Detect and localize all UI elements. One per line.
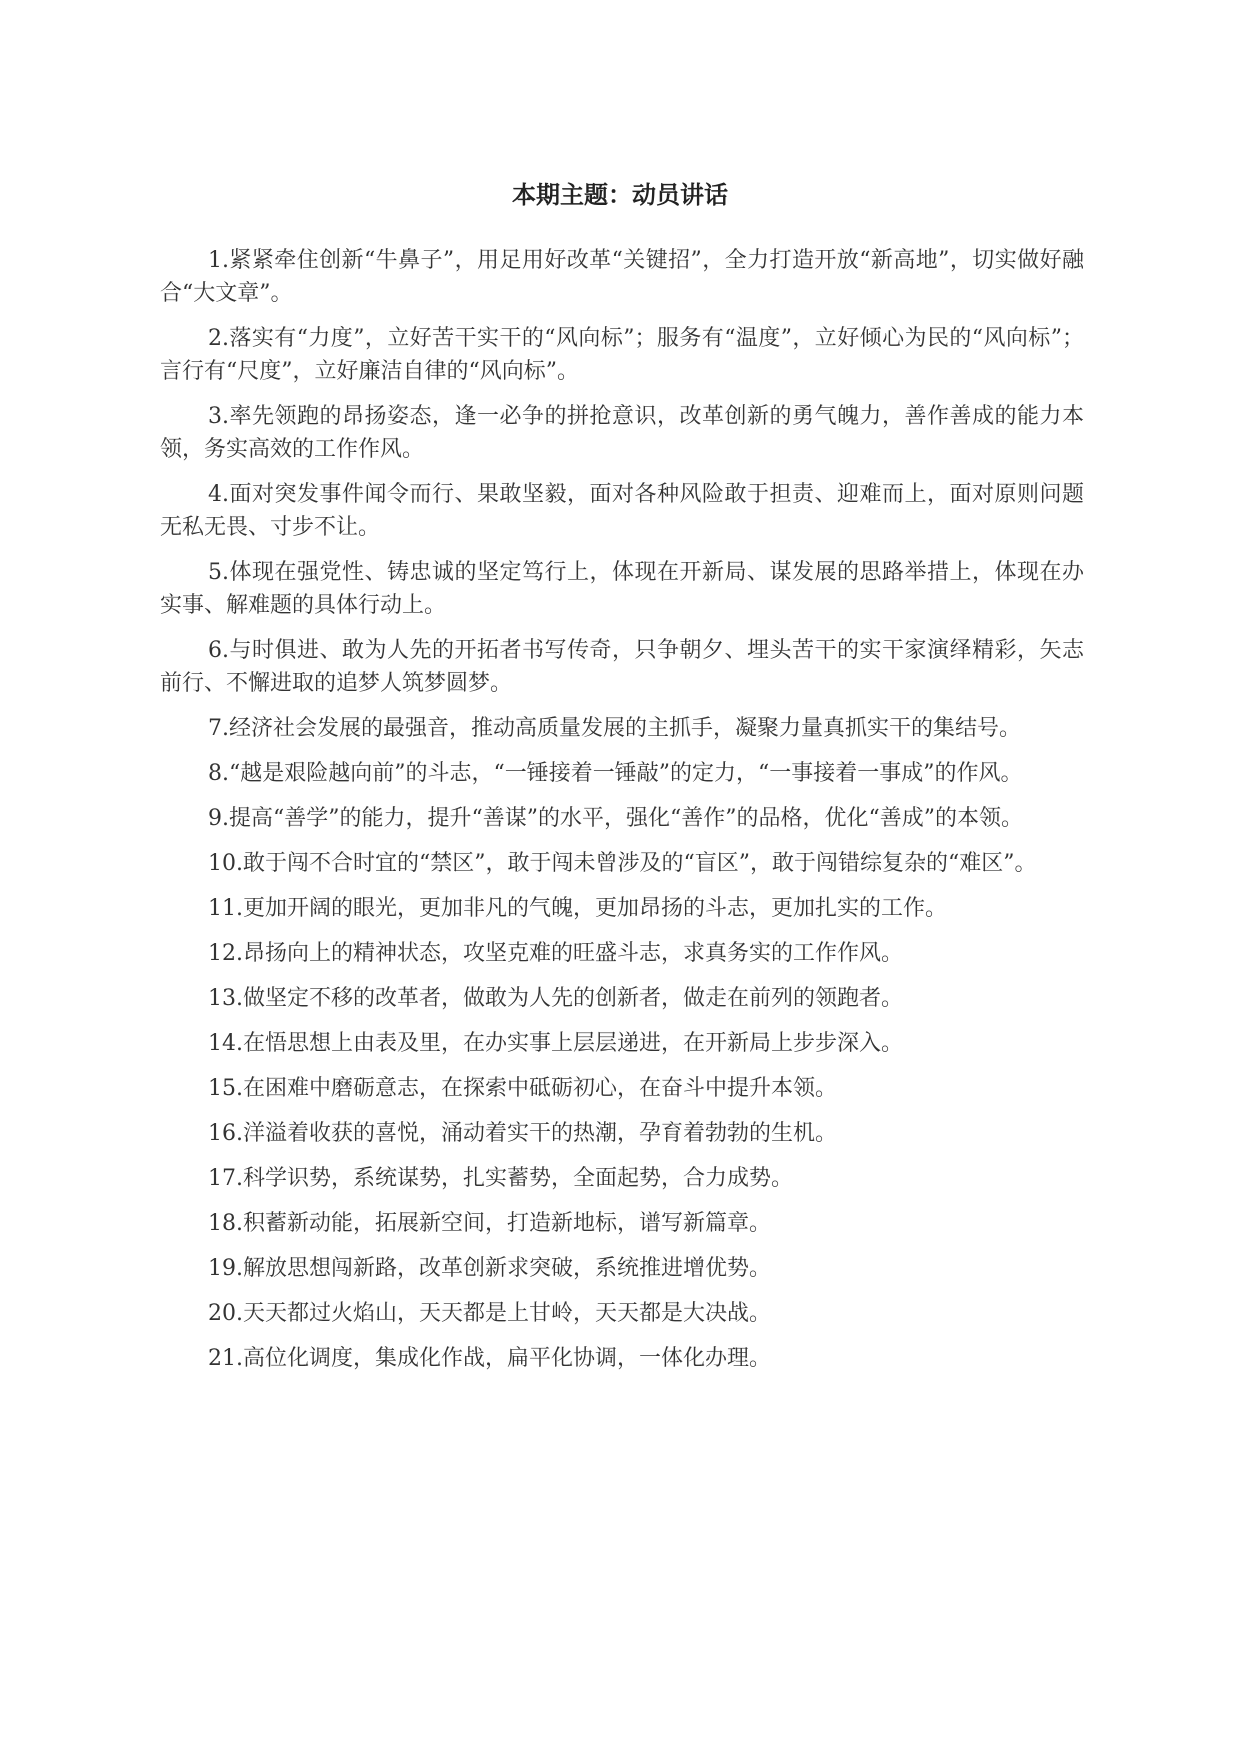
list-item: 16.洋溢着收获的喜悦，涌动着实干的热潮，孕育着勃勃的生机。 (208, 1121, 837, 1146)
list-item: 8.“越是艰险越向前”的斗志，“一锤接着一锤敲”的定力，“一事接着一事成”的作风。 (208, 761, 1023, 786)
list-item: 21.高位化调度，集成化作战，扁平化协调，一体化办理。 (208, 1346, 771, 1371)
list-item: 5.体现在强党性、铸忠诚的坚定笃行上，体现在开新局、谋发展的思路举措上，体现在办实事、解难题的具体行动上。 (160, 560, 1084, 618)
list-item: 15.在困难中磨砺意志，在探索中砥砺初心，在奋斗中提升本领。 (208, 1076, 837, 1101)
item-list (160, 244, 1084, 1387)
list-item: 7.经济社会发展的最强音，推动高质量发展的主抓手，凝聚力量真抓实干的集结号。 (208, 716, 1021, 741)
list-item: 4.面对突发事件闻令而行、果敢坚毅，面对各种风险敢于担责、迎难而上，面对原则问题无私无畏、寸步不让。 (160, 482, 1084, 540)
list-item: 2.落实有“力度”，立好苦干实干的“风向标”；服务有“温度”，立好倾心为民的“风向标”；言行有“尺度”，立好廉洁自律的“风向标”。 (160, 326, 1084, 384)
list-item: 1.紧紧牵住创新“牛鼻子”，用足用好改革“关键招”，全力打造开放“新高地”，切实做好融合“大文章”。 (160, 248, 1084, 306)
list-item: 13.做坚定不移的改革者，做敢为人先的创新者，做走在前列的领跑者。 (208, 986, 903, 1011)
list-item: 18.积蓄新动能，拓展新空间，打造新地标，谱写新篇章。 (208, 1211, 771, 1236)
list-item: 6.与时俱进、敢为人先的开拓者书写传奇，只争朝夕、埋头苦干的实干家演绎精彩，矢志前行、不懈进取的追梦人筑梦圆梦。 (160, 638, 1084, 696)
list-item: 17.科学识势，系统谋势，扎实蓄势，全面起势，合力成势。 (208, 1166, 793, 1191)
list-item: 3.率先领跑的昂扬姿态，逢一必争的拼抢意识，改革创新的勇气魄力，善作善成的能力本领，务实高效的工作作风。 (160, 404, 1084, 462)
list-item: 20.天天都过火焰山，天天都是上甘岭，天天都是大决战。 (208, 1301, 771, 1326)
document-title: 本期主题：动员讲话 (512, 181, 728, 209)
list-item: 9.提高“善学”的能力，提升“善谋”的水平，强化“善作”的品格，优化“善成”的本领。 (208, 806, 1023, 831)
list-item: 19.解放思想闯新路，改革创新求突破，系统推进增优势。 (208, 1256, 771, 1281)
list-item: 10.敢于闯不合时宜的“禁区”，敢于闯未曾涉及的“盲区”，敢于闯错综复杂的“难区”。 (208, 851, 1037, 876)
list-item: 12.昂扬向上的精神状态，攻坚克难的旺盛斗志，求真务实的工作作风。 (208, 941, 903, 966)
list-item: 11.更加开阔的眼光，更加非凡的气魄，更加昂扬的斗志，更加扎实的工作。 (208, 896, 947, 921)
list-item: 14.在悟思想上由表及里，在办实事上层层递进，在开新局上步步深入。 (208, 1031, 903, 1056)
